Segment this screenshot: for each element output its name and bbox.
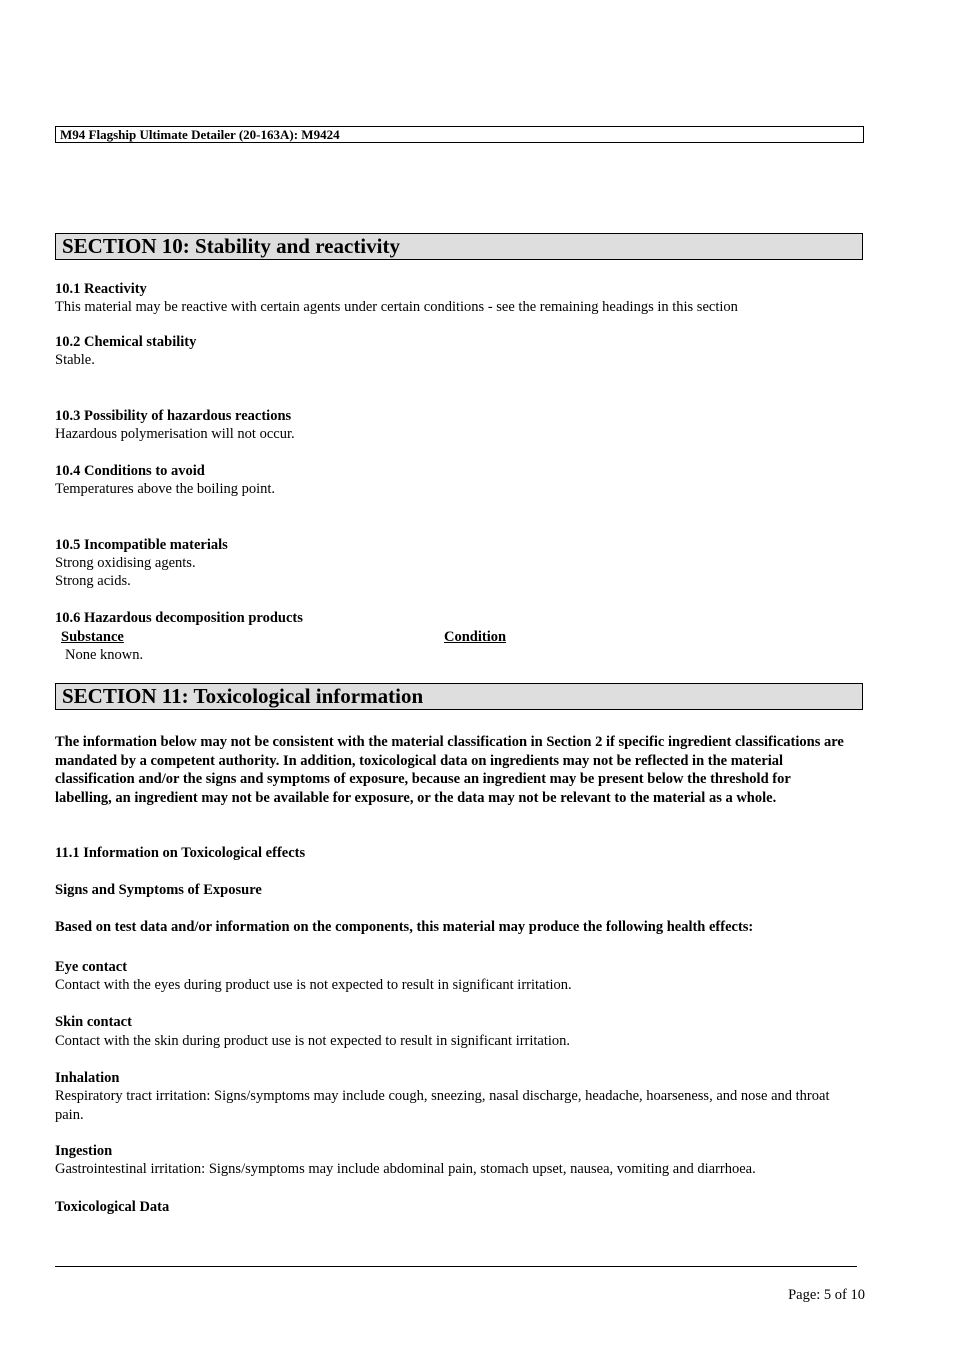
toxicological-data-heading: Toxicological Data: [55, 1199, 170, 1215]
reactivity-heading: 10.1 Reactivity: [55, 281, 147, 297]
ingestion-text: Gastrointestinal irritation: Signs/symptoms may include abdominal pain, stomach upset, nausea, vomiting and diarrhoea.: [55, 1161, 756, 1177]
toxicology-intro: The information below may not be consistent with the material classification in Section 2 if specific ingredient classifications are mandated by a competent authority. In addition, toxicological data on ingredients may not be reflected in the material classification and/or the signs and symptoms of exposure, because an ingredient may be present below the threshold for labelling, an ingredient may not be available for exposure, or the data may not be relevant to the material as a whole.: [55, 734, 844, 806]
condition-column-header: Condition: [444, 629, 507, 645]
section-10-title: SECTION 10: Stability and reactivity: [55, 233, 863, 260]
incompatible-materials-heading: 10.5 Incompatible materials: [55, 537, 228, 553]
decomposition-products-heading: 10.6 Hazardous decomposition products: [55, 610, 303, 626]
skin-contact-heading: Skin contact: [55, 1014, 132, 1030]
substance-column-header: Substance: [61, 629, 124, 645]
chemical-stability-text: Stable.: [55, 352, 95, 368]
health-effects-statement: Based on test data and/or information on the components, this material may produce the following health effects:: [55, 919, 754, 935]
conditions-to-avoid-heading: 10.4 Conditions to avoid: [55, 463, 205, 479]
page-number: Page: 5 of 10: [788, 1287, 865, 1303]
substance-cell: None known.: [65, 647, 144, 663]
conditions-to-avoid-text: Temperatures above the boiling point.: [55, 481, 276, 497]
section-11-title: SECTION 11: Toxicological information: [55, 683, 863, 710]
signs-symptoms-heading: Signs and Symptoms of Exposure: [55, 882, 262, 898]
reactivity-text: This material may be reactive with certain agents under certain conditions - see the remaining headings in this section: [55, 299, 738, 315]
eye-contact-heading: Eye contact: [55, 959, 128, 975]
chemical-stability-heading: 10.2 Chemical stability: [55, 334, 197, 350]
inhalation-text: Respiratory tract irritation: Signs/symptoms may include cough, sneezing, nasal discharge, headache, hoarseness, and nose and throat pain.: [55, 1088, 830, 1123]
toxicological-effects-heading: 11.1 Information on Toxicological effects: [55, 845, 306, 861]
inhalation-heading: Inhalation: [55, 1070, 120, 1086]
incompatible-material-2: Strong acids.: [55, 573, 131, 589]
hazardous-reactions-heading: 10.3 Possibility of hazardous reactions: [55, 408, 292, 424]
hazardous-reactions-text: Hazardous polymerisation will not occur.: [55, 426, 295, 442]
incompatible-material-1: Strong oxidising agents.: [55, 555, 196, 571]
footer-rule: [55, 1266, 857, 1267]
eye-contact-text: Contact with the eyes during product use is not expected to result in significant irritation.: [55, 977, 572, 993]
ingestion-heading: Ingestion: [55, 1143, 113, 1159]
skin-contact-text: Contact with the skin during product use is not expected to result in significant irritation.: [55, 1033, 571, 1049]
product-header: M94 Flagship Ultimate Detailer (20-163A): M9424: [55, 126, 864, 143]
